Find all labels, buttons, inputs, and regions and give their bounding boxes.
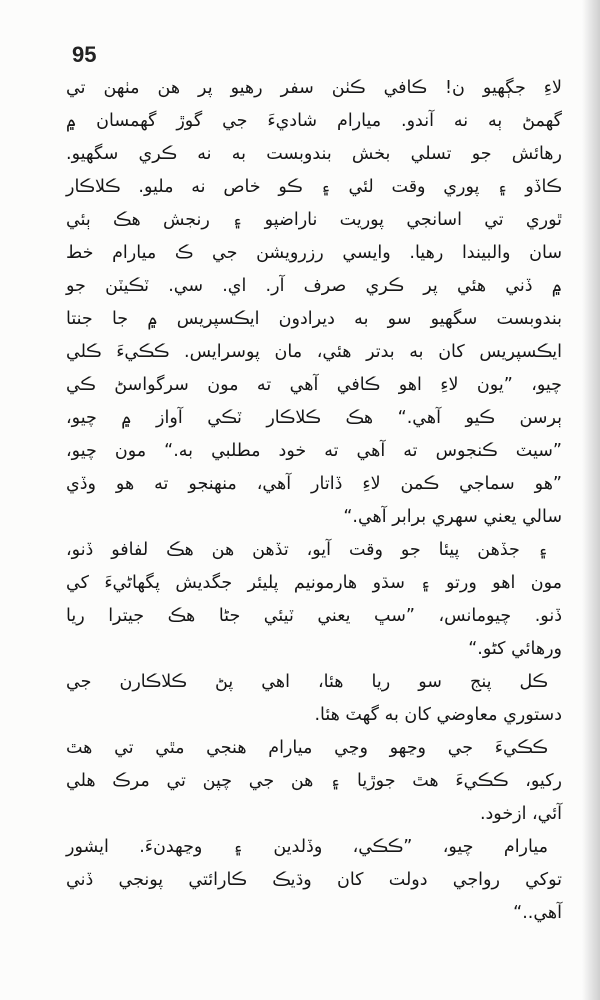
paragraph [66,534,562,666]
text-line: سان والبيندا رهيا. وايسي رزرويشن جي ڪ ميارام خط [66,243,562,263]
book-spine-shadow [582,0,600,1000]
text-line: سالي يعني سهري برابر آهي.“ [343,507,562,527]
page-number: 95 [72,42,97,67]
paragraph [66,831,562,930]
text-line: ٿوري تي اسانجي پوريت ناراضپو ۽ رنجش هڪ ٻئي [66,210,562,230]
text-line: ”سيٽ ڪنجوس ته آهي ته خود مطلبي به.“ مون چيو، [66,441,562,461]
text-line: چيو، ”يون لاءِ اهو ڪافي آهي ته مون سرگواسڻ ڪي [66,375,562,395]
text-line: رکيو، ڪڪيءَ هٿ جوڙيا ۽ هن جي چپن تي مرڪ هلي [66,771,562,791]
text-line: آهي..“ [513,903,562,923]
text-line: ڪڪيءَ جي وڃهو وڃي ميارام هنجي مٿي تي هٿ [66,738,548,758]
text-line: رهائش جو تسلي بخش بندوبست به نه ڪري سگهيو. [66,144,562,164]
text-line: گهمڻ ٻه نه آندو. ميارام شاديءَ جي گوڙ گهمسان ۾ [66,111,562,131]
text-line: ڪل پنج سو ريا هئا، اهي پڻ ڪلاڪارن جي [66,672,548,692]
text-line: ڏنو. چيومانس، ”سڀ يعني ٽيئي جڻا هڪ جيترا ريا [66,606,562,626]
paragraph [66,732,562,831]
text-line: بندوبست سگهيو سو به ديرادون ايڪسپريس ۾ جا جنتا [66,309,562,329]
text-line: دستوري معاوضي کان به گهٽ هئا. [314,705,562,725]
text-line: ميارام چيو، ”ڪڪي، وڏلدين ۽ وڃهدنءَ. ايشور [66,837,548,857]
text-line: ۾ ڏني هئي پر ڪري صرف آر. اي. سي. ٽڪيٽن جو [66,276,562,296]
paragraph [66,666,562,732]
text-line: ٻرسن ڪيو آهي.“ هڪ ڪلاڪار ٽڪي آواز ۾ چيو، [66,408,562,428]
text-line: ورهائي کڻو.“ [468,639,562,659]
body-text [66,72,562,930]
text-line: مون اهو ورتو ۽ سڌو هارمونيم پليئر جگديش پگهاڻيءَ کي [66,573,562,593]
text-line: ”هو سماجي ڪمن لاءِ ڏاتار آهي، منهنجو ته هو وڏي [66,474,562,494]
text-line: توکي رواجي دولت کان وڌيڪ ڪارائتي پونجي ڏني [66,870,562,890]
text-line: ايڪسپريس کان به بدتر هئي، مان پوسرايس. ڪڪيءَ ڪلي [66,342,562,362]
paragraph [66,72,562,534]
text-line: لاءِ جڳھيو ن! ڪافي ڪٺن سفر رهيو پر هن مٺهن تي [66,78,562,98]
text-line: آئي، ازخود. [479,804,562,824]
text-line: ۽ جڏهن پيئا جو وقت آيو، تڏهن هن هڪ لفافو ڏنو، [66,540,548,560]
text-line: ڪاڏو ۽ پوري وقت لئي ۽ ڪو خاص نه مليو. ڪلاڪار [66,177,562,197]
